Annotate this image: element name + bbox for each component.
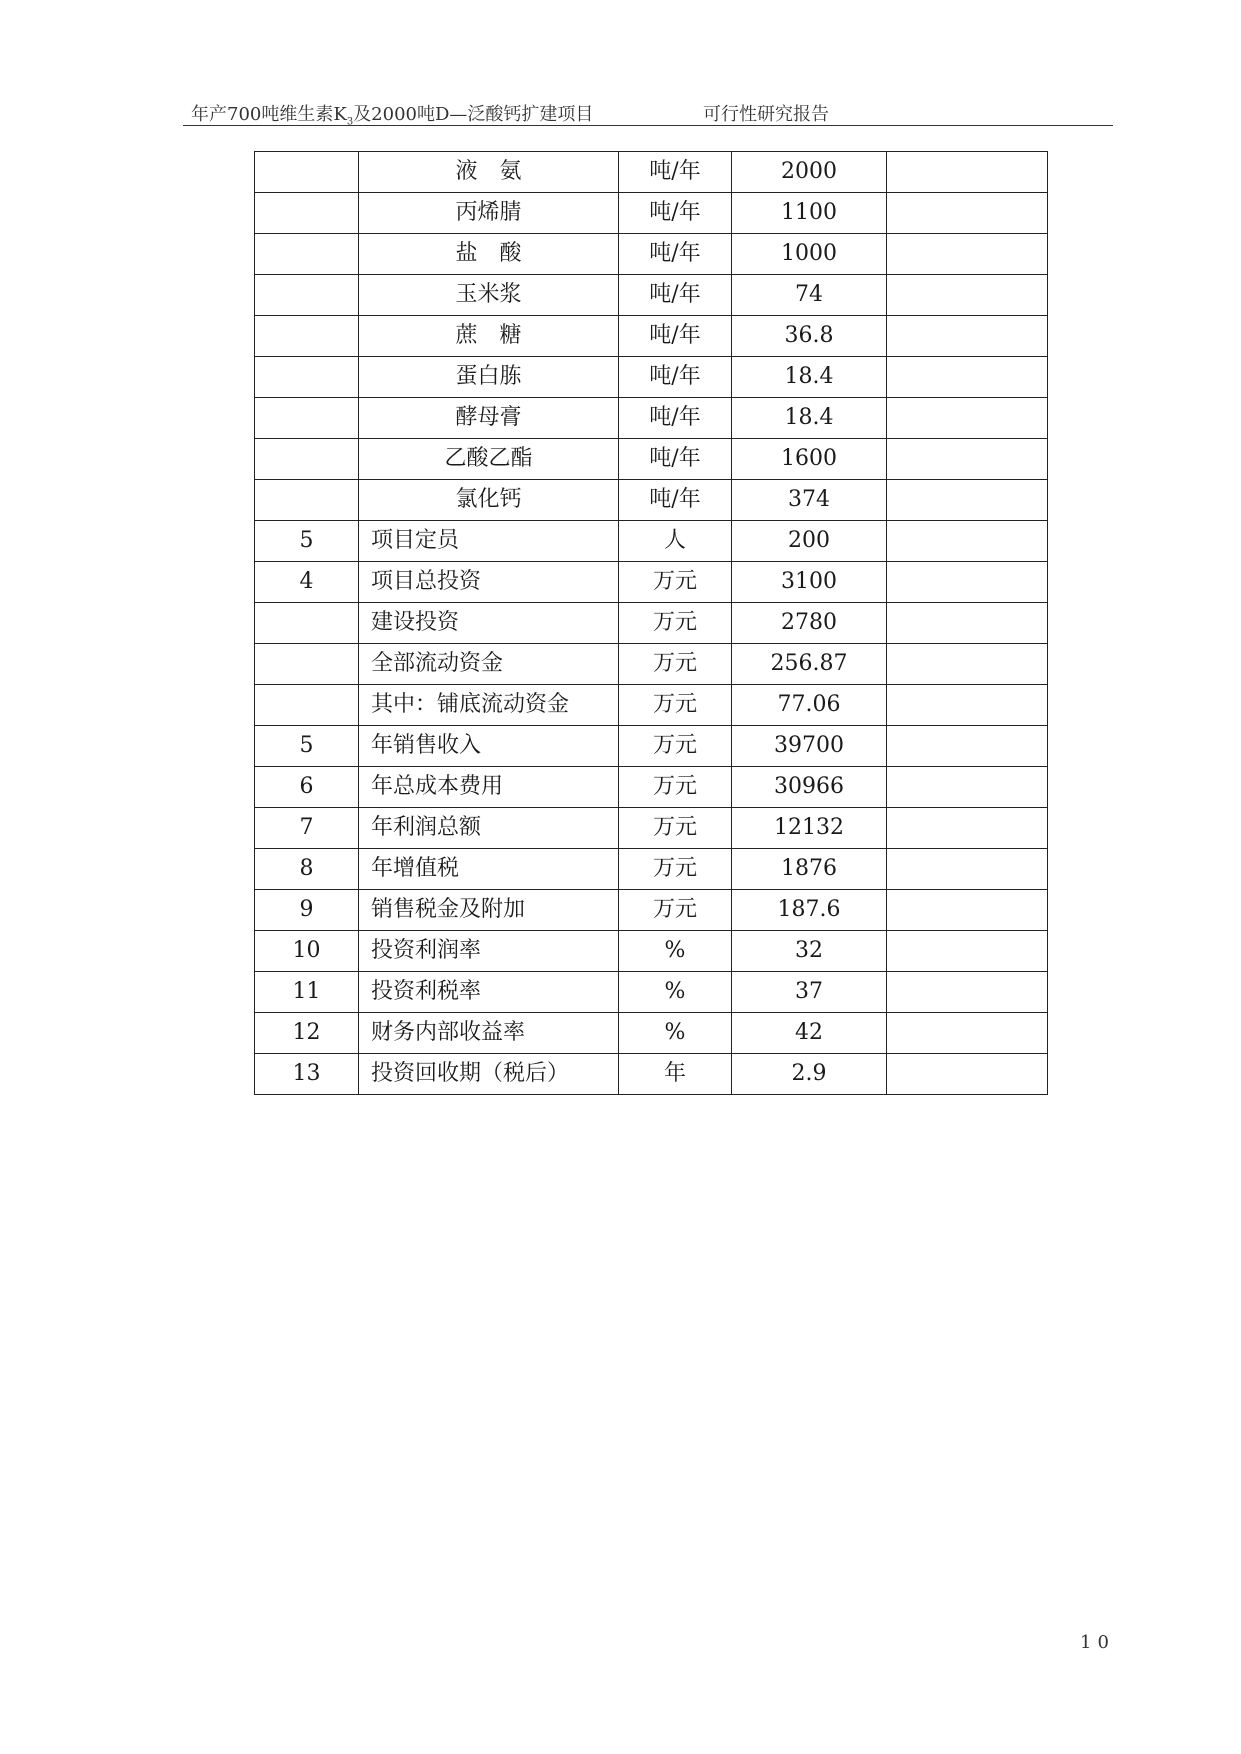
table-row xyxy=(255,193,1048,234)
row-number-cell xyxy=(255,152,359,193)
value-cell: 42 xyxy=(732,1013,887,1054)
item-name-cell: 投资回收期（税后） xyxy=(359,1054,619,1095)
item-name-cell: 蔗 糖 xyxy=(359,316,619,357)
table-row xyxy=(255,685,1048,726)
header-project-title: 年产700吨维生素$K_3$及2000吨D—泛酸钙扩建项目 xyxy=(191,104,594,128)
note-cell xyxy=(887,890,1048,931)
unit-cell: 吨/年 xyxy=(619,275,732,316)
note-cell xyxy=(887,398,1048,439)
note-cell xyxy=(887,685,1048,726)
unit-cell: 万元 xyxy=(619,767,732,808)
note-cell xyxy=(887,603,1048,644)
value-cell: 374 xyxy=(732,480,887,521)
value-cell: 30966 xyxy=(732,767,887,808)
item-name-cell: 项目总投资 xyxy=(359,562,619,603)
table-row xyxy=(255,562,1048,603)
note-cell xyxy=(887,972,1048,1013)
value-cell: 77.06 xyxy=(732,685,887,726)
table-row xyxy=(255,849,1048,890)
table-row xyxy=(255,1054,1048,1095)
note-cell xyxy=(887,562,1048,603)
item-name-cell: 年增值税 xyxy=(359,849,619,890)
note-cell xyxy=(887,193,1048,234)
item-name-cell: 玉米浆 xyxy=(359,275,619,316)
item-name-cell: 全部流动资金 xyxy=(359,644,619,685)
value-cell: 39700 xyxy=(732,726,887,767)
unit-cell: 万元 xyxy=(619,849,732,890)
row-number-cell xyxy=(255,316,359,357)
unit-cell: % xyxy=(619,931,732,972)
note-cell xyxy=(887,275,1048,316)
value-cell: 74 xyxy=(732,275,887,316)
row-number-cell xyxy=(255,193,359,234)
unit-cell: 吨/年 xyxy=(619,439,732,480)
table-row xyxy=(255,890,1048,931)
table-row xyxy=(255,1013,1048,1054)
note-cell xyxy=(887,439,1048,480)
page-header xyxy=(183,98,1113,128)
table-row xyxy=(255,603,1048,644)
value-cell: 37 xyxy=(732,972,887,1013)
unit-cell: 万元 xyxy=(619,890,732,931)
value-cell: 1100 xyxy=(732,193,887,234)
note-cell xyxy=(887,726,1048,767)
item-name-cell: 投资利润率 xyxy=(359,931,619,972)
row-number-cell: 11 xyxy=(255,972,359,1013)
table-row xyxy=(255,521,1048,562)
header-divider xyxy=(183,125,1113,126)
note-cell xyxy=(887,234,1048,275)
item-name-cell: 销售税金及附加 xyxy=(359,890,619,931)
value-cell: 1876 xyxy=(732,849,887,890)
table-row xyxy=(255,357,1048,398)
item-name-cell: 投资利税率 xyxy=(359,972,619,1013)
unit-cell: 万元 xyxy=(619,685,732,726)
note-cell xyxy=(887,480,1048,521)
header-report-title: 可行性研究报告 xyxy=(703,104,829,125)
item-name-cell: 项目定员 xyxy=(359,521,619,562)
table-body xyxy=(255,152,1048,1095)
unit-cell: 万元 xyxy=(619,603,732,644)
project-indicators-table xyxy=(254,151,1048,1095)
item-name-cell: 财务内部收益率 xyxy=(359,1013,619,1054)
item-name-cell: 建设投资 xyxy=(359,603,619,644)
value-cell: 36.8 xyxy=(732,316,887,357)
item-name-cell: 年利润总额 xyxy=(359,808,619,849)
unit-cell: 吨/年 xyxy=(619,152,732,193)
row-number-cell: 6 xyxy=(255,767,359,808)
value-cell: 187.6 xyxy=(732,890,887,931)
row-number-cell xyxy=(255,480,359,521)
item-name-cell: 年总成本费用 xyxy=(359,767,619,808)
value-cell: 2780 xyxy=(732,603,887,644)
value-cell: 18.4 xyxy=(732,398,887,439)
note-cell xyxy=(887,931,1048,972)
unit-cell: 吨/年 xyxy=(619,480,732,521)
row-number-cell: 9 xyxy=(255,890,359,931)
unit-cell: 年 xyxy=(619,1054,732,1095)
value-cell: 12132 xyxy=(732,808,887,849)
unit-cell: 万元 xyxy=(619,808,732,849)
row-number-cell: 10 xyxy=(255,931,359,972)
note-cell xyxy=(887,644,1048,685)
note-cell xyxy=(887,1013,1048,1054)
row-number-cell xyxy=(255,234,359,275)
table-row xyxy=(255,439,1048,480)
table-row xyxy=(255,972,1048,1013)
row-number-cell xyxy=(255,439,359,480)
value-cell: 18.4 xyxy=(732,357,887,398)
item-name-cell: 其中：铺底流动资金 xyxy=(359,685,619,726)
row-number-cell: 5 xyxy=(255,726,359,767)
row-number-cell xyxy=(255,644,359,685)
note-cell xyxy=(887,767,1048,808)
value-cell: 32 xyxy=(732,931,887,972)
row-number-cell: 4 xyxy=(255,562,359,603)
table-row xyxy=(255,808,1048,849)
table-row xyxy=(255,152,1048,193)
unit-cell: 人 xyxy=(619,521,732,562)
value-cell: 1600 xyxy=(732,439,887,480)
page-number: 10 xyxy=(1080,1632,1115,1653)
value-cell: 2.9 xyxy=(732,1054,887,1095)
table-row xyxy=(255,398,1048,439)
note-cell xyxy=(887,152,1048,193)
note-cell xyxy=(887,521,1048,562)
table-row xyxy=(255,275,1048,316)
row-number-cell: 13 xyxy=(255,1054,359,1095)
item-name-cell: 液 氨 xyxy=(359,152,619,193)
row-number-cell xyxy=(255,275,359,316)
unit-cell: 万元 xyxy=(619,644,732,685)
item-name-cell: 年销售收入 xyxy=(359,726,619,767)
table-row xyxy=(255,726,1048,767)
table-row xyxy=(255,931,1048,972)
item-name-cell: 盐 酸 xyxy=(359,234,619,275)
value-cell: 200 xyxy=(732,521,887,562)
table-row xyxy=(255,767,1048,808)
unit-cell: 吨/年 xyxy=(619,316,732,357)
table-row xyxy=(255,644,1048,685)
item-name-cell: 氯化钙 xyxy=(359,480,619,521)
row-number-cell: 12 xyxy=(255,1013,359,1054)
note-cell xyxy=(887,808,1048,849)
unit-cell: % xyxy=(619,972,732,1013)
row-number-cell: 7 xyxy=(255,808,359,849)
note-cell xyxy=(887,316,1048,357)
value-cell: 3100 xyxy=(732,562,887,603)
row-number-cell xyxy=(255,398,359,439)
unit-cell: 吨/年 xyxy=(619,234,732,275)
unit-cell: 万元 xyxy=(619,562,732,603)
row-number-cell xyxy=(255,603,359,644)
unit-cell: 万元 xyxy=(619,726,732,767)
row-number-cell: 8 xyxy=(255,849,359,890)
row-number-cell xyxy=(255,357,359,398)
item-name-cell: 乙酸乙酯 xyxy=(359,439,619,480)
value-cell: 256.87 xyxy=(732,644,887,685)
table-row xyxy=(255,234,1048,275)
note-cell xyxy=(887,357,1048,398)
table-row xyxy=(255,316,1048,357)
row-number-cell xyxy=(255,685,359,726)
item-name-cell: 酵母膏 xyxy=(359,398,619,439)
item-name-cell: 丙烯腈 xyxy=(359,193,619,234)
unit-cell: 吨/年 xyxy=(619,357,732,398)
table-row xyxy=(255,480,1048,521)
note-cell xyxy=(887,1054,1048,1095)
note-cell xyxy=(887,849,1048,890)
unit-cell: % xyxy=(619,1013,732,1054)
unit-cell: 吨/年 xyxy=(619,398,732,439)
item-name-cell: 蛋白胨 xyxy=(359,357,619,398)
row-number-cell: 5 xyxy=(255,521,359,562)
value-cell: 1000 xyxy=(732,234,887,275)
unit-cell: 吨/年 xyxy=(619,193,732,234)
value-cell: 2000 xyxy=(732,152,887,193)
